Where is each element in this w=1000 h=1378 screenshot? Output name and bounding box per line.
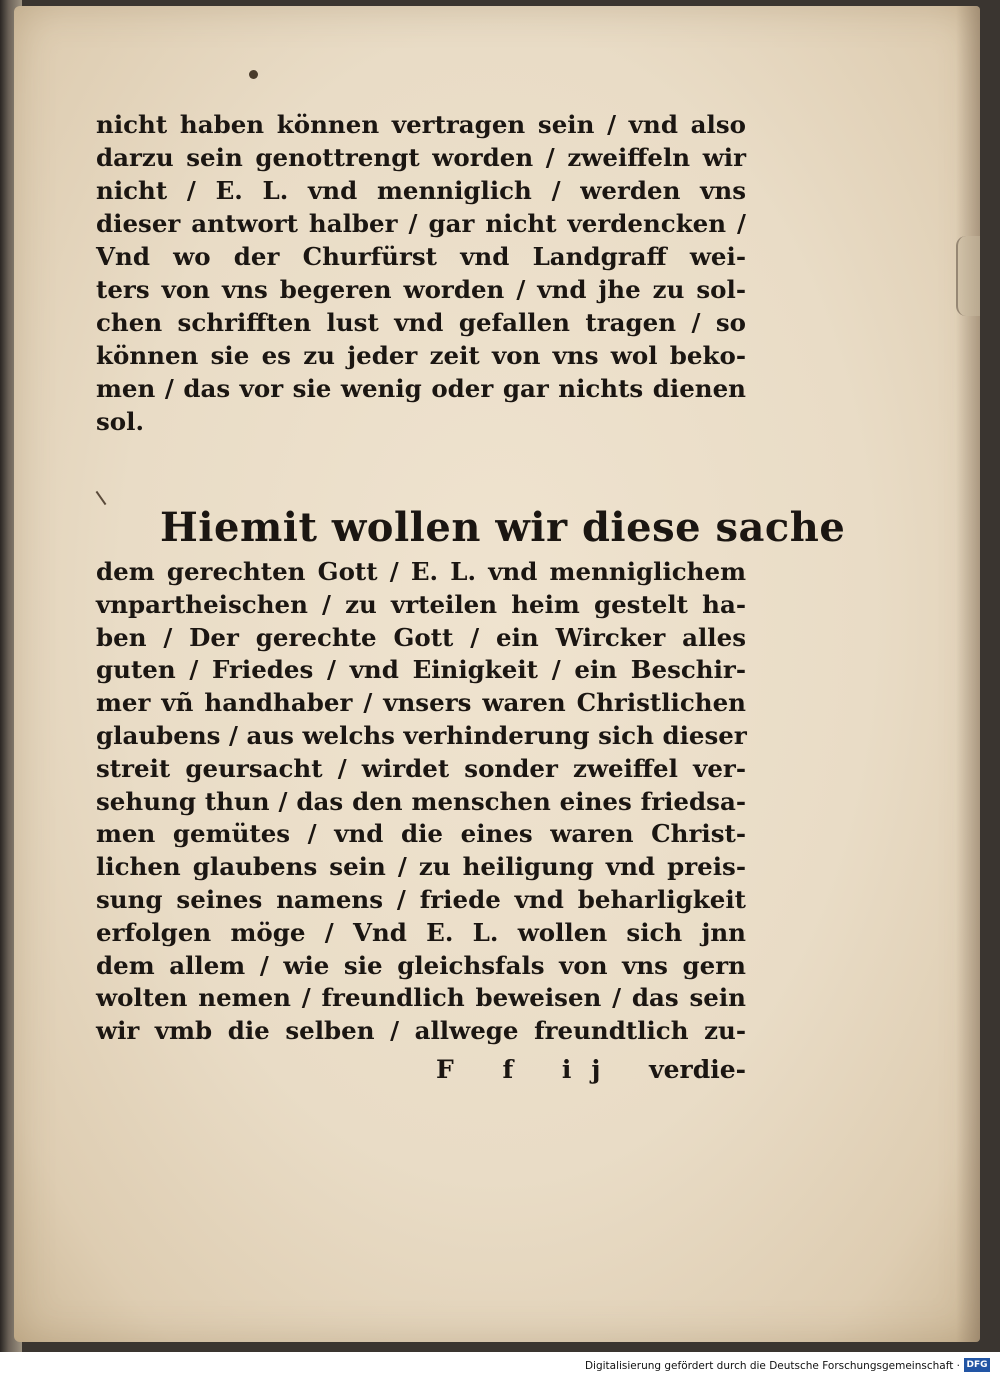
text-line: streit geursacht / wirdet sonder zweiffel ver- [96, 753, 746, 783]
signature-mark: F f ij [436, 1055, 621, 1084]
text-line: ben / Der gerechte Gott / ein Wircker alles [96, 622, 746, 652]
ink-dot [249, 70, 258, 79]
text-line: wolten nemen / freundlich beweisen / das sein [96, 983, 746, 1013]
text-line: sol. [96, 407, 144, 436]
text-line: nicht haben können vertragen sein / vnd also [96, 110, 746, 139]
text-line: mer vñ handhaber / vnsers waren Christlichen [96, 688, 746, 718]
dfg-logo: DFG [964, 1358, 990, 1372]
text-line: ters von vns begeren worden / vnd jhe zu sol- [96, 275, 746, 304]
section-heading: Hiemit wollen wir diese sache [160, 504, 846, 551]
text-line: glaubens / aus welchs verhinderung sich dieser [96, 720, 747, 750]
paragraph-2 [96, 500, 846, 1048]
text-line: sung seines namens / friede vnd beharligkeit [96, 884, 746, 914]
text-line: sehung thun / das den menschen eines friedsa- [96, 786, 746, 816]
text-line: nicht / E. L. vnd menniglich / werden vns [96, 176, 746, 205]
text-line: dem gerechten Gott / E. L. vnd menniglichem [96, 557, 746, 586]
signature-line [96, 1055, 746, 1089]
text-line: dem allem / wie sie gleichsfals von vns gern [96, 950, 746, 980]
catchword: verdie- [649, 1055, 746, 1084]
text-line: darzu sein genottrengt worden / zweiffeln wir [96, 143, 746, 172]
text-line: vnpartheischen / zu vrteilen heim gestelt ha- [96, 589, 746, 619]
text-line: men gemütes / vnd die eines waren Christ- [96, 819, 746, 849]
page-edge-shadow [956, 6, 980, 1342]
text-line: wir vmb die selben / allwege freundtlich zu- [96, 1016, 746, 1046]
text-line: Vnd wo der Churfürst vnd Landgraff wei- [96, 242, 746, 271]
text-line: guten / Friedes / vnd Einigkeit / ein Beschir- [96, 655, 746, 685]
page-tab-mark [956, 236, 980, 316]
paragraph-1 [96, 108, 746, 438]
text-line: chen schrifften lust vnd gefallen tragen / so [96, 308, 746, 337]
footer-bar [0, 1352, 1000, 1378]
funding-credit: Digitalisierung gefördert durch die Deutsche Forschungsgemeinschaft · [584, 1360, 960, 1372]
text-line: dieser antwort halber / gar nicht verdencken / [96, 209, 746, 238]
text-line: lichen glaubens sein / zu heiligung vnd preis- [96, 852, 746, 882]
text-line: können sie es zu jeder zeit von vns wol beko- [96, 341, 746, 370]
text-line: erfolgen möge / Vnd E. L. wollen sich jnn [96, 917, 746, 947]
text-line: men / das vor sie wenig oder gar nichts dienen [96, 374, 746, 403]
